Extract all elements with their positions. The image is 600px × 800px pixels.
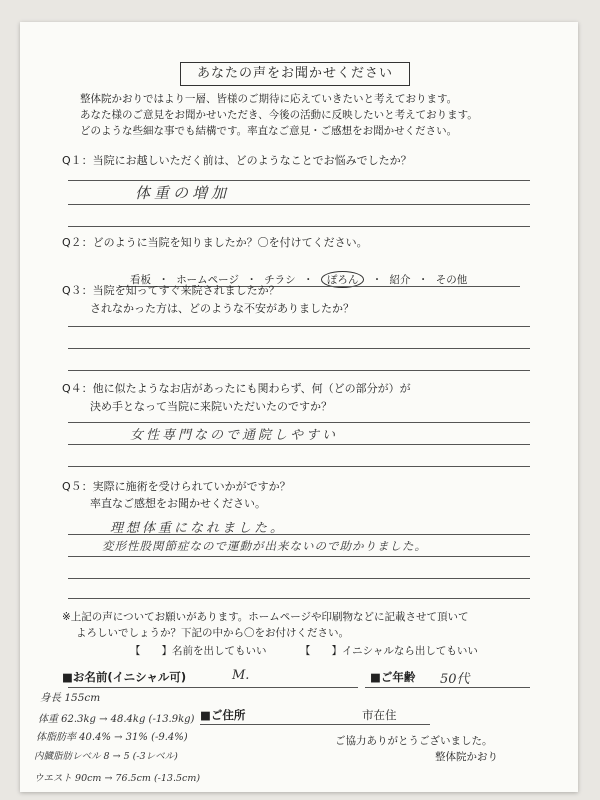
address-label: ■ご住所: [200, 708, 246, 722]
q3-line-3: [68, 370, 530, 371]
survey-title: あなたの声をお聞かせください: [180, 62, 410, 86]
q3-line-2: [68, 348, 530, 349]
q2-option-selected: ぽろん: [321, 271, 365, 288]
q5-label-1: Q５：実際に施術を受けられていかがですか？: [62, 480, 291, 493]
q2-option: 看板: [130, 274, 151, 286]
age-value: 50代: [440, 672, 470, 687]
q2-option: 紹介: [389, 274, 411, 286]
clinic-name: 整体院かおり: [435, 751, 498, 763]
q2-separator: ・: [417, 274, 429, 286]
q2-option: その他: [435, 274, 468, 286]
stat-body-fat: 体脂肪率 40.4% → 31% (-9.4%): [36, 732, 188, 743]
q3-label-2: されなかった方は、どのような不安がありましたか？: [90, 302, 354, 315]
name-underline: [68, 687, 358, 688]
age-underline: [365, 687, 530, 688]
choice-name-ok: 【 】名前を出してもいい: [130, 645, 267, 657]
q4-label-2: 決め手となって当院に来院いただいたのですか？: [90, 400, 332, 413]
q2-separator: ・: [246, 274, 257, 286]
stat-weight: 体重 62.3kg → 48.4kg (-13.9kg): [38, 714, 195, 725]
survey-sheet: [20, 22, 578, 792]
q4-label-1: Q４：他に似たようなお店があったにも関わらず、何（どの部分が）が: [62, 382, 411, 395]
intro-line-2: あなた様のご意見をお聞かせいただき、今後の活動に反映したいと考えております。: [80, 109, 478, 121]
age-label: ■ご年齢: [370, 670, 416, 684]
q1-label: Q１：当院にお越しいただく前は、どのようなことでお悩みでしたか？: [62, 154, 412, 167]
q2-separator: ・: [371, 274, 383, 286]
q1-line-2: [68, 204, 530, 205]
q5-line-1: [68, 534, 530, 535]
q3-label-1: Q３：当院を知ってすぐ来院されましたか？: [62, 284, 280, 297]
stat-visceral-fat: 内臓脂肪レベル 8 → 5 (-3レベル): [34, 751, 178, 762]
notice-line-2: よろしいでしょうか？下記の中から〇をお付けください。: [76, 627, 349, 639]
q5-answer-2: 変形性股関節症なので運動が出来ないので助かりました。: [102, 539, 427, 553]
q2-option: ホームページ: [176, 274, 239, 286]
address-underline: [200, 724, 430, 725]
q3-line-1: [68, 326, 530, 327]
thanks-text: ご協力ありがとうございました。: [335, 735, 493, 747]
intro-line-1: 整体院かおりではより一層、皆様のご期待に応えていきたいと考えております。: [80, 93, 458, 105]
q4-line-1: [68, 422, 530, 423]
q5-line-4: [68, 598, 530, 599]
name-value: M.: [232, 668, 250, 683]
name-label: ■お名前(イニシャル可): [62, 670, 187, 684]
q5-answer-1: 理想体重になれました。: [110, 521, 287, 536]
intro-line-3: どのような些細な事でも結構です。率直なご意見・ご感想をお聞かせください。: [80, 125, 458, 137]
q5-line-3: [68, 578, 530, 579]
address-value: 市在住: [362, 708, 397, 722]
q1-answer: 体重の増加: [135, 184, 231, 202]
q4-answer: 女性専門なので通院しやすい: [130, 428, 339, 443]
stat-height: 身長 155cm: [40, 692, 101, 704]
q1-line-3: [68, 226, 530, 227]
q1-line-1: [68, 180, 530, 181]
q2-separator: ・: [303, 274, 314, 286]
choice-initial-ok: 【 】イニシャルなら出してもいい: [300, 645, 478, 657]
notice-line-1: ※上記の声についてお願いがあります。ホームページや印刷物などに記載させて頂いて: [62, 611, 469, 623]
q5-line-2: [68, 556, 530, 557]
stat-waist: ウエスト 90cm → 76.5cm (-13.5cm): [34, 773, 201, 784]
q2-separator: ・: [158, 274, 169, 286]
q4-line-2: [68, 444, 530, 445]
q5-label-2: 率直なご感想をお聞かせください。: [90, 497, 266, 510]
q2-option: チラシ: [264, 274, 296, 286]
q2-label: Q２：どのように当院を知りましたか？〇を付けてください。: [62, 236, 368, 249]
q4-line-3: [68, 466, 530, 467]
